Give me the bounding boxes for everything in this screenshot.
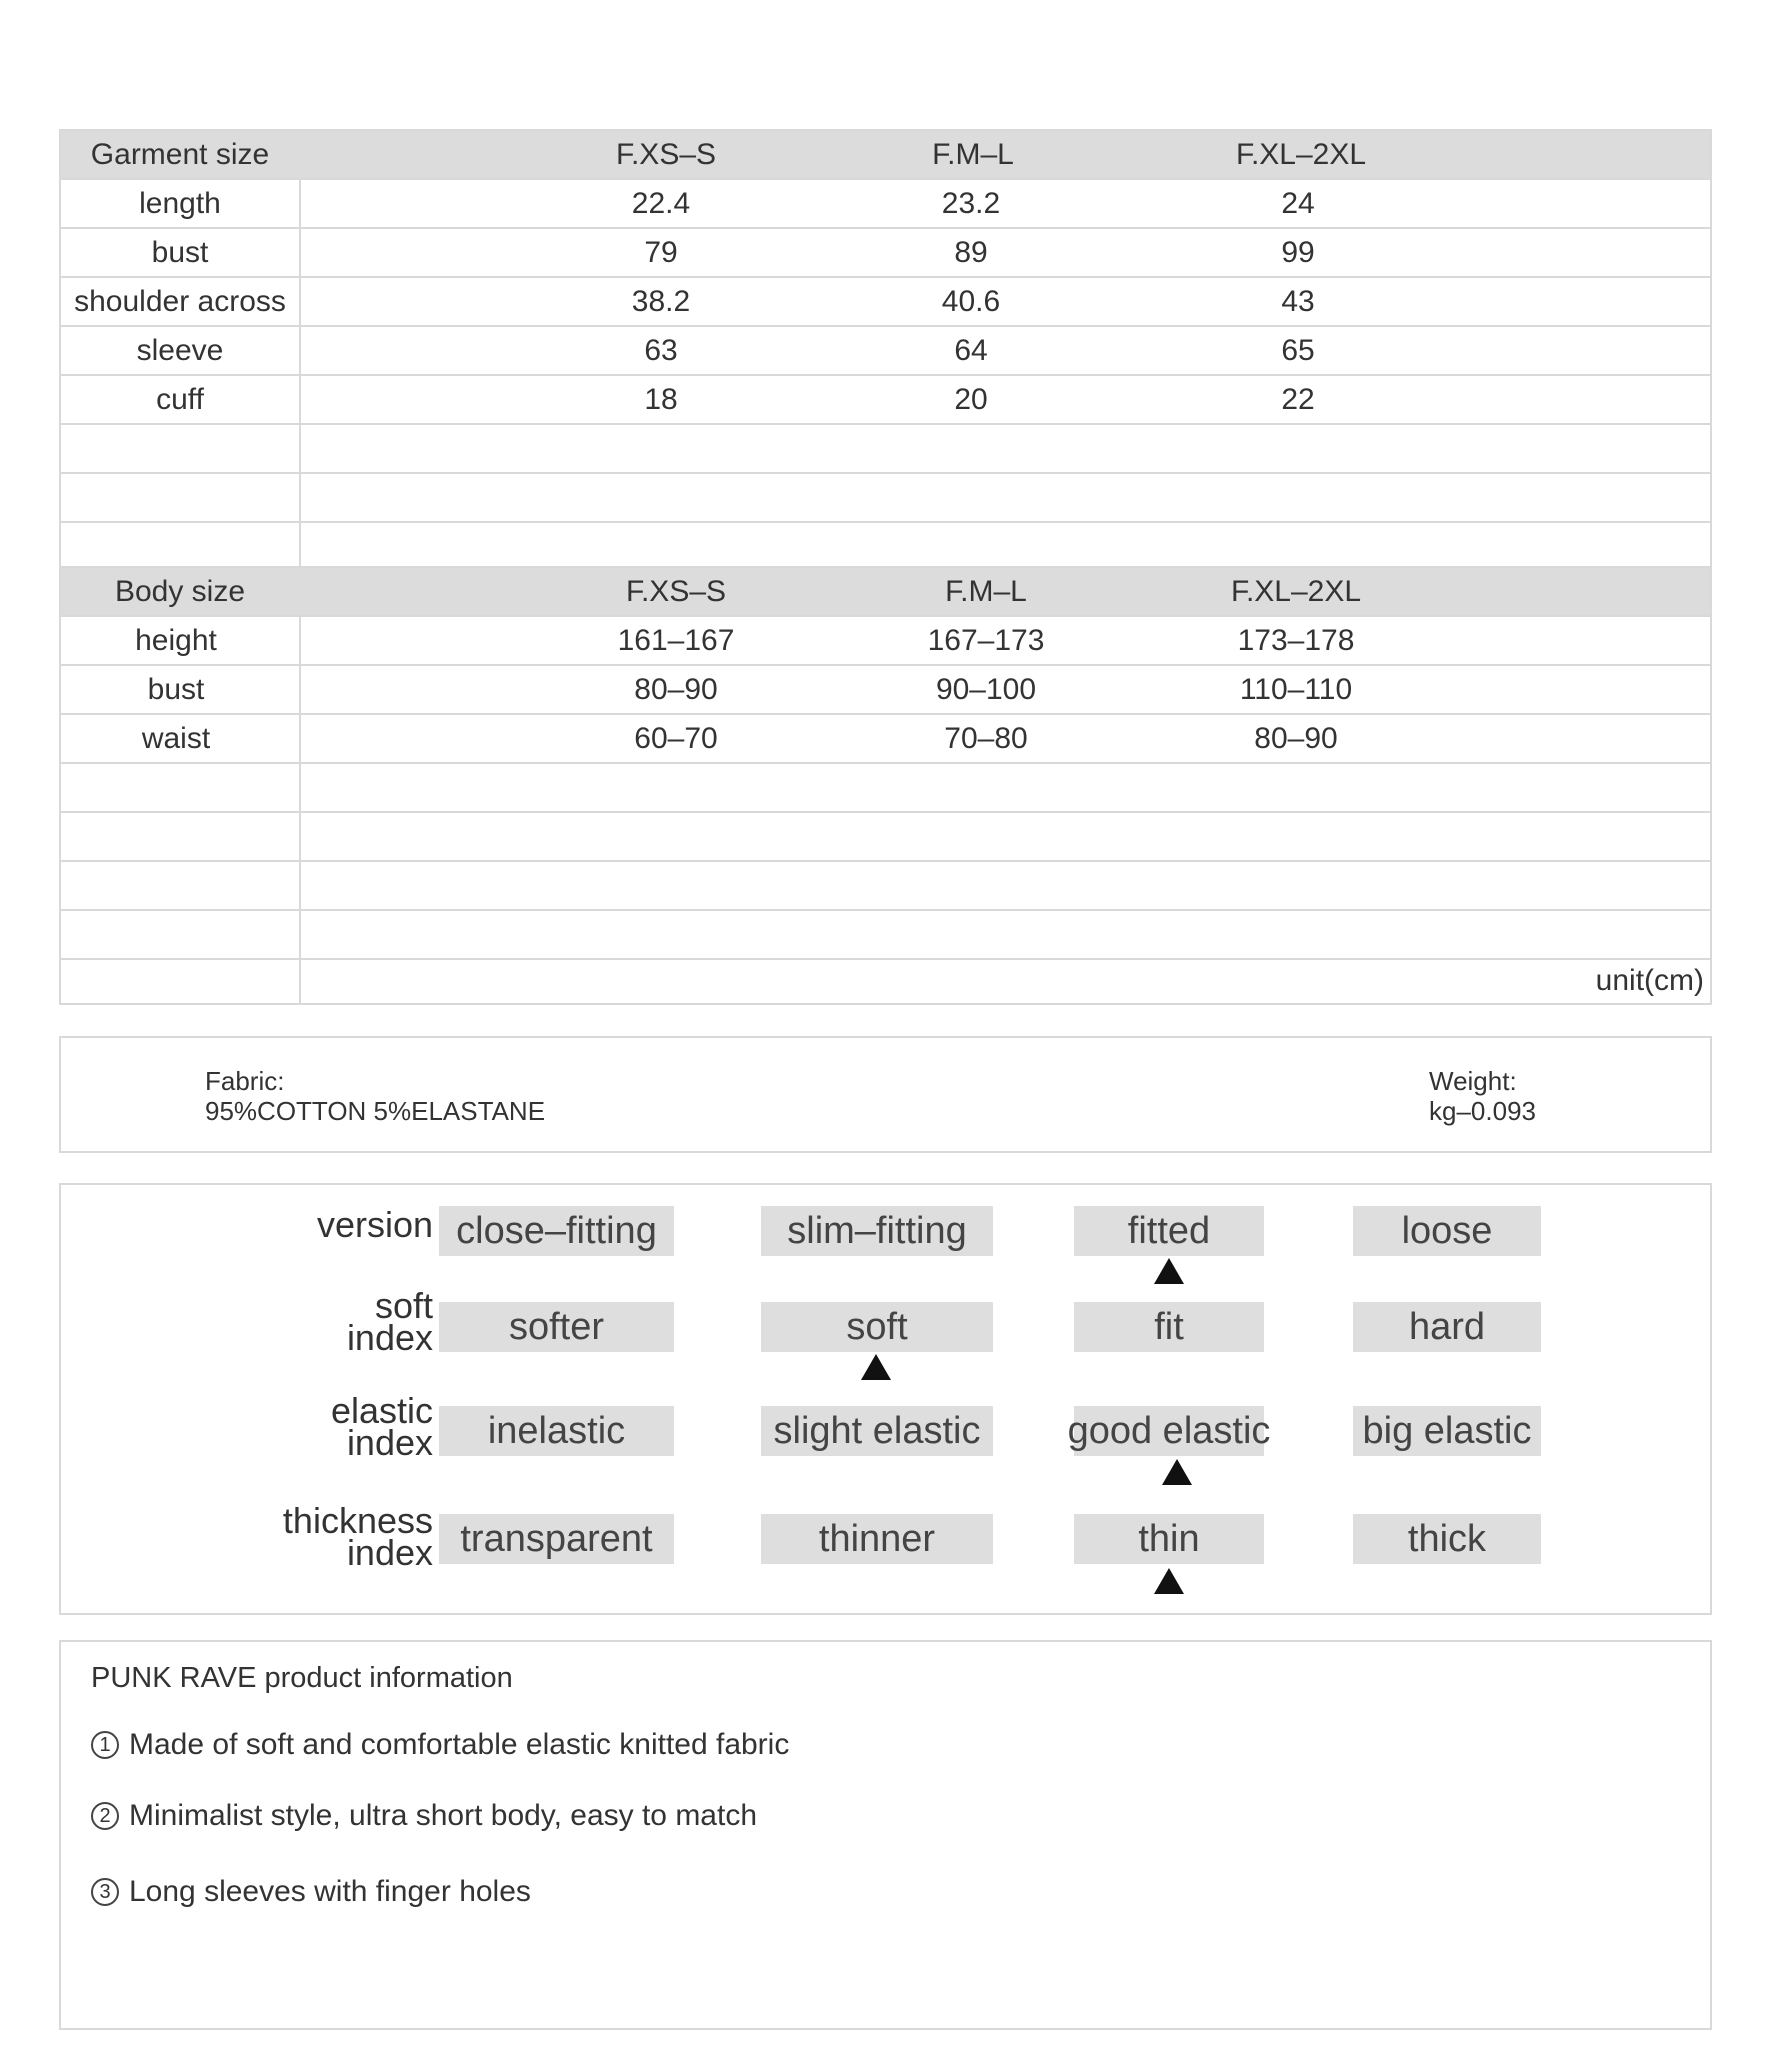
elastic-option-slight-elastic: slight elastic bbox=[761, 1406, 993, 1456]
table-cell: 79 bbox=[644, 235, 678, 269]
index-label-line: index bbox=[346, 1422, 433, 1463]
table-row bbox=[61, 376, 1710, 425]
table-cell: 90–100 bbox=[935, 672, 1037, 706]
soft-selected-marker-icon bbox=[861, 1354, 891, 1380]
product-info-item bbox=[91, 1728, 789, 1762]
weight-label: Weight: bbox=[1429, 1066, 1517, 1096]
elastic-index-label bbox=[171, 1390, 433, 1463]
empty-row bbox=[61, 474, 1710, 523]
table-row bbox=[61, 278, 1710, 327]
table-cell: 24 bbox=[1281, 186, 1315, 220]
fabric-weight-box bbox=[59, 1036, 1712, 1153]
thickness-option-thin: thin bbox=[1074, 1514, 1264, 1564]
size-header-xl-2xl: F.XL–2XL bbox=[1235, 137, 1367, 171]
circled-number-icon: 1 bbox=[91, 1731, 119, 1759]
version-option-close-fitting: close–fitting bbox=[439, 1206, 674, 1256]
circled-number-icon: 3 bbox=[91, 1878, 119, 1906]
table-row bbox=[61, 229, 1710, 278]
size-header-xl-2xl: F.XL–2XL bbox=[1230, 574, 1362, 608]
size-table bbox=[59, 129, 1712, 1005]
body-size-header-row bbox=[61, 568, 1710, 617]
soft-option-fit: fit bbox=[1074, 1302, 1264, 1352]
product-info-item-text: Made of soft and comfortable elastic knitted fabric bbox=[129, 1728, 790, 1761]
table-cell: 40.6 bbox=[941, 284, 1001, 318]
thickness-option-thick: thick bbox=[1353, 1514, 1541, 1564]
version-option-slim-fitting: slim–fitting bbox=[761, 1206, 993, 1256]
table-row bbox=[61, 666, 1710, 715]
weight-value: kg–0.093 bbox=[1429, 1096, 1536, 1126]
table-cell: 173–178 bbox=[1237, 623, 1355, 657]
empty-row bbox=[61, 764, 1710, 813]
product-info-item-text: Minimalist style, ultra short body, easy to match bbox=[129, 1799, 758, 1832]
version-selected-marker-icon bbox=[1154, 1258, 1184, 1284]
table-cell: 167–173 bbox=[927, 623, 1045, 657]
table-row bbox=[61, 617, 1710, 666]
circled-number-icon: 2 bbox=[91, 1802, 119, 1830]
soft-index-label bbox=[171, 1285, 433, 1358]
soft-option-soft: soft bbox=[761, 1302, 993, 1352]
row-label: sleeve bbox=[136, 333, 224, 367]
elastic-option-inelastic: inelastic bbox=[439, 1406, 674, 1456]
table-cell: 22.4 bbox=[631, 186, 691, 220]
index-label-line: version bbox=[316, 1204, 433, 1245]
index-label-line: index bbox=[346, 1317, 433, 1358]
elastic-selected-marker-icon bbox=[1162, 1459, 1192, 1485]
elastic-option-big-elastic: big elastic bbox=[1353, 1406, 1541, 1456]
table-cell: 64 bbox=[954, 333, 988, 367]
row-label: height bbox=[135, 623, 217, 657]
soft-option-softer: softer bbox=[439, 1302, 674, 1352]
index-label-line: index bbox=[346, 1532, 433, 1573]
table-row bbox=[61, 327, 1710, 376]
size-header-m-l: F.M–L bbox=[932, 137, 1014, 171]
thickness-selected-marker-icon bbox=[1154, 1568, 1184, 1594]
row-label: waist bbox=[141, 721, 211, 755]
empty-row bbox=[61, 911, 1710, 960]
size-header-xs-s: F.XS–S bbox=[615, 137, 717, 171]
table-row bbox=[61, 180, 1710, 229]
table-cell: 65 bbox=[1281, 333, 1315, 367]
empty-row bbox=[61, 813, 1710, 862]
table-cell: 89 bbox=[954, 235, 988, 269]
table-cell: 18 bbox=[644, 382, 678, 416]
index-label-line: thickness bbox=[282, 1500, 433, 1541]
row-label: cuff bbox=[156, 382, 204, 416]
table-cell: 161–167 bbox=[617, 623, 735, 657]
version-option-loose: loose bbox=[1353, 1206, 1541, 1256]
table-cell: 80–90 bbox=[1254, 721, 1338, 755]
soft-option-hard: hard bbox=[1353, 1302, 1541, 1352]
product-info-item-text: Long sleeves with finger holes bbox=[129, 1875, 531, 1908]
product-info-title: PUNK RAVE product information bbox=[91, 1662, 513, 1694]
row-label: shoulder across bbox=[74, 284, 286, 318]
table-cell: 43 bbox=[1281, 284, 1315, 318]
table-cell: 23.2 bbox=[941, 186, 1001, 220]
table-cell: 20 bbox=[954, 382, 988, 416]
garment-size-header-label: Garment size bbox=[90, 137, 270, 171]
product-info-item bbox=[91, 1799, 757, 1833]
table-cell: 63 bbox=[644, 333, 678, 367]
table-cell: 22 bbox=[1281, 382, 1315, 416]
elastic-option-good-elastic: good elastic bbox=[1074, 1406, 1264, 1456]
table-cell: 80–90 bbox=[634, 672, 718, 706]
table-cell: 60–70 bbox=[634, 721, 718, 755]
version-label bbox=[171, 1204, 433, 1245]
unit-row bbox=[61, 960, 1710, 1003]
version-option-fitted: fitted bbox=[1074, 1206, 1264, 1256]
index-label-line: soft bbox=[374, 1285, 433, 1326]
table-cell: 70–80 bbox=[944, 721, 1028, 755]
row-label: bust bbox=[151, 235, 209, 269]
unit-label: unit(cm) bbox=[1595, 964, 1704, 997]
empty-row bbox=[61, 425, 1710, 474]
size-header-m-l: F.M–L bbox=[945, 574, 1027, 608]
row-label: length bbox=[139, 186, 221, 220]
table-cell: 38.2 bbox=[631, 284, 691, 318]
empty-row bbox=[61, 862, 1710, 911]
empty-row bbox=[61, 523, 1710, 568]
fabric-value: 95%COTTON 5%ELASTANE bbox=[205, 1096, 546, 1126]
index-label-line: elastic bbox=[330, 1390, 433, 1431]
fabric-index-box bbox=[59, 1183, 1712, 1615]
product-info-item bbox=[91, 1875, 531, 1909]
row-label: bust bbox=[147, 672, 205, 706]
product-info-box bbox=[59, 1640, 1712, 2030]
table-cell: 99 bbox=[1281, 235, 1315, 269]
table-row bbox=[61, 715, 1710, 764]
table-cell: 110–110 bbox=[1239, 672, 1353, 706]
thickness-option-transparent: transparent bbox=[439, 1514, 674, 1564]
size-header-xs-s: F.XS–S bbox=[625, 574, 727, 608]
garment-size-header-row bbox=[61, 131, 1710, 180]
body-size-header-label: Body size bbox=[114, 574, 246, 608]
thickness-index-label bbox=[171, 1500, 433, 1573]
thickness-option-thinner: thinner bbox=[761, 1514, 993, 1564]
fabric-label: Fabric: bbox=[205, 1066, 285, 1096]
